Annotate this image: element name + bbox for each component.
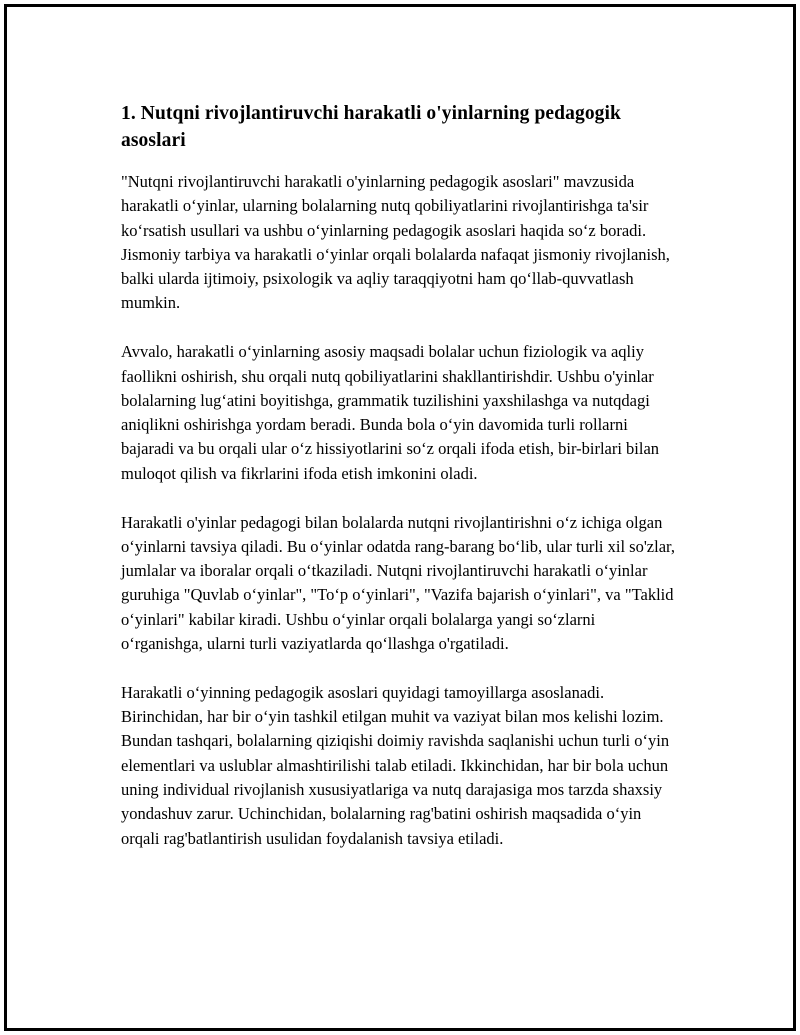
paragraph-1: "Nutqni rivojlantiruvchi harakatli o'yinlarning pedagogik asoslari" mavzusida harakatli o‘yinlar, ularning bolalarning nutq qobiliyatlarini rivojlantirishga ta'sir ko‘rsatish usullari va ushbu o‘yinlarning pedagogik asoslari haqida so‘z boradi. Jismoniy tarbiya va harakatli o‘yinlar orqali bolalarda nafaqat jismoniy rivojlanish, balki ularda ijtimoiy, psixologik va aqliy taraqqiyotni ham qo‘llab-quvvatlash mumkin. (121, 172, 670, 313)
document-body (121, 100, 681, 875)
paragraph-2: Avvalo, harakatli o‘yinlarning asosiy maqsadi bolalar uchun fiziologik va aqliy faollikni oshirish, shu orqali nutq qobiliyatlarini shakllantirishdir. Ushbu o'yinlar bolalarning lug‘atini boyitishga, grammatik tuzilishini yaxshilashga va nutqdagi aniqlikni oshirishga yordam beradi. Bunda bola o‘yin davomida turli rollarni bajaradi va bu orqali ular o‘z hissiyotlarini so‘z orqali ifoda etish, bir-birlari bilan muloqot qilish va fikrlarini ifoda etish imkonini oladi. (121, 342, 660, 483)
paragraph-3: Harakatli o'yinlar pedagogi bilan bolalarda nutqni rivojlantirishni o‘z ichiga olgan o‘yinlarni tavsiya qiladi. Bu o‘yinlar odatda rang-barang bo‘lib, ular turli xil so'zlar, jumlalar va iboralar orqali o‘tkaziladi. Nutqni rivojlantiruvchi harakatli o‘yinlar guruhiga "Quvlab o‘yinlar", "To‘p o‘yinlari", "Vazifa bajarish o‘yinlari", va "Taklid o‘yinlari" kabilar kiradi. Ushbu o‘yinlar orqali bolalarga yangi so‘zlarni o‘rganishga, ularni turli vaziyatlarda qo‘llashga o'rgatiladi. (121, 512, 675, 654)
section-heading: 1. Nutqni rivojlantiruvchi harakatli o'yinlarning pedagogik asoslari (121, 103, 621, 151)
document-page (4, 4, 796, 1031)
paragraph-4: Harakatli o‘yinning pedagogik asoslari quyidagi tamoyillarga asoslanadi. Birinchidan, har bir o‘yin tashkil etilgan muhit va vaziyat bilan mos kelishi lozim. Bundan tashqari, bolalarning qiziqishi doimiy ravishda saqlanishi uchun turli o‘yin elementlari va uslublar almashtirilishi talab etiladi. Ikkinchidan, har bir bola uchun uning individual rivojlanish xususiyatlariga va nutq darajasiga mos tarzda shaxsiy yondashuv zarur. Uchinchidan, bolalarning rag'batini oshirish maqsadida o‘yin orqali rag'batlantirish usulidan foydalanish tavsiya etiladi. (121, 682, 670, 848)
